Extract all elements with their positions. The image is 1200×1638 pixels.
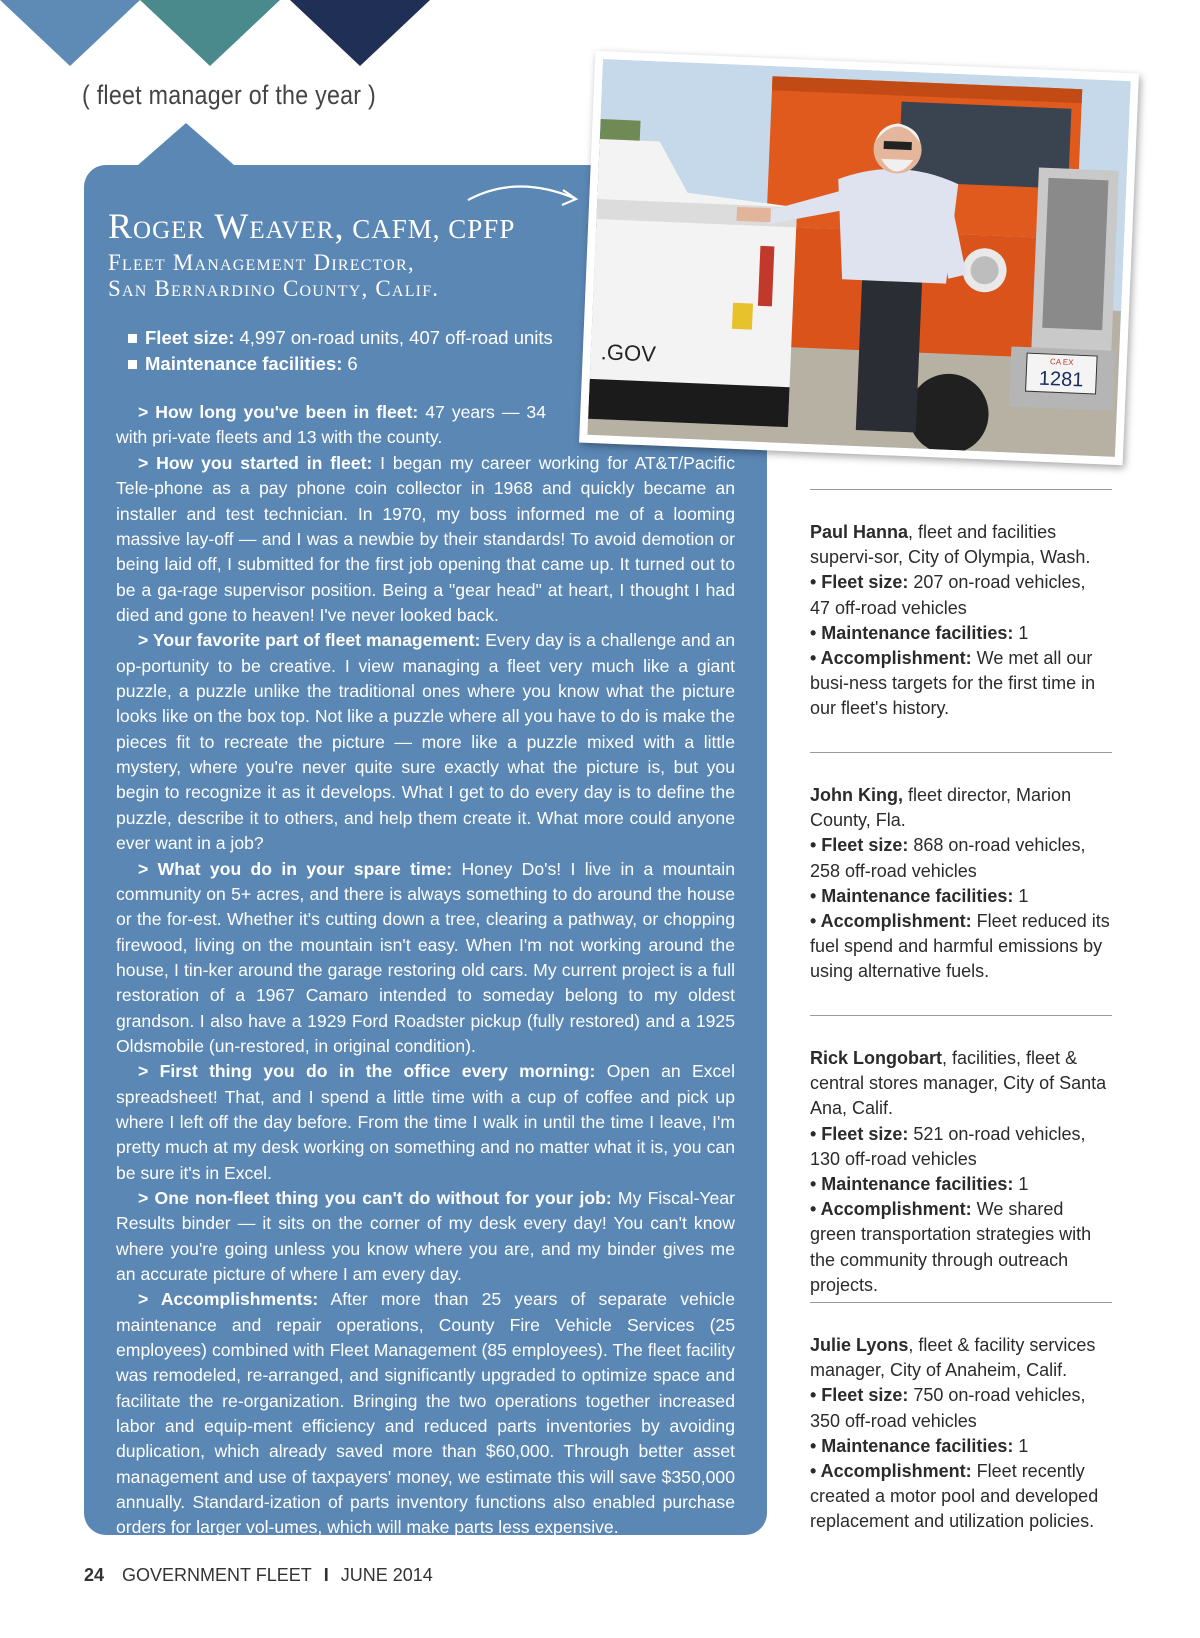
finalist-facilities-label: • Maintenance facilities: <box>810 1435 1014 1456</box>
finalist-fleet-label: • Fleet size: <box>810 1385 909 1406</box>
finalist-fleet-value: 207 on-road vehicles, 47 off-road vehicles <box>810 572 1086 618</box>
profile-header <box>108 205 515 302</box>
decor-triangle-3 <box>290 0 430 66</box>
qa-paragraph <box>116 451 735 628</box>
qa-body <box>116 451 735 1541</box>
finalist-card <box>810 783 1110 985</box>
finalist-accomplishment-label: • Accomplishment: <box>810 911 972 932</box>
finalist-role: fleet director, Marion County, Fla. <box>810 785 1072 831</box>
finalist-accomplishment <box>810 646 1110 722</box>
qa-paragraph <box>116 1059 735 1186</box>
fact-value: 4,997 on-road units, 407 off-road units <box>239 327 553 348</box>
profile-name-line <box>108 205 515 250</box>
qa-answer: My Fiscal-Year Results binder — it sits on the corner of my desk every day! You can't know where you're going unless you know where you are, and my binder gives me an accurate picture of where I am every day. <box>116 1187 735 1284</box>
footer-separator: I <box>323 1565 329 1585</box>
qa-answer: Every day is a challenge and an op-portunity to be creative. I view managing a fleet very much like a giant puzzle, a puzzle unlike the traditional ones where you know what the picture looks like on the box top. Not like a puzzle where all you have to do is make the pieces fit to recreate the picture — more like a puzzle mixed with a little mystery, where you're never quite sure exactly what the picture is, but you begin to recognize it as it develops. What I get to do every day is to define the puzzle, describe it to others, and help them create it. What more could anyone ever want in a job? <box>116 630 736 854</box>
plate-number: 1281 <box>1038 367 1084 392</box>
finalist-facilities <box>810 1434 1110 1459</box>
finalist-accomplishment-label: • Accomplishment: <box>810 648 972 669</box>
finalist-facilities-label: • Maintenance facilities: <box>810 885 1014 906</box>
profile-name: Roger Weaver, <box>108 206 345 246</box>
profile-credentials: CAFM, CPFP <box>344 214 516 244</box>
finalist-fleet-label: • Fleet size: <box>810 835 909 856</box>
square-bullet-icon <box>128 360 137 369</box>
qa-answer: I began my career working for AT&T/Pacific Tele-phone as a pay phone coin collector in 1968 and quickly became an installer and test technician. In 1970, my boss informed me of a looming massive lay-off — and I was a newbie by their standards! To avoid demotion or being laid off, I submitted for the first job opening that came up. It turned out to be a ga-rage supervisor position. Being a "gear head" at heart, I thought I had died and gone to heaven! I've never looked back. <box>116 453 735 626</box>
qa-question: > Your favorite part of fleet management: <box>138 630 481 651</box>
finalist-accomplishment <box>810 1459 1110 1535</box>
finalist-name: Paul Hanna <box>810 522 909 542</box>
finalist-role: , fleet & facility services manager, City of Anaheim, Calif. <box>810 1335 1096 1381</box>
fact-value: 6 <box>347 353 358 374</box>
divider <box>810 489 1112 490</box>
finalist-card <box>810 1046 1110 1298</box>
finalist-fleet <box>810 833 1110 883</box>
decor-triangle-1 <box>0 0 140 66</box>
finalist-intro <box>810 520 1110 570</box>
profile-photo-frame <box>579 51 1139 465</box>
page-number: 24 <box>84 1565 105 1585</box>
qa-question: > What you do in your spare time: <box>138 858 453 879</box>
finalist-accomplishment-value: Fleet recently created a motor pool and developed replacement and utilization policies. <box>810 1461 1099 1532</box>
finalist-facilities-label: • Maintenance facilities: <box>810 622 1014 643</box>
qa-intro <box>116 400 546 451</box>
finalist-accomplishment-value: We met all our busi-ness targets for the first time in our fleet's history. <box>810 648 1096 719</box>
photo-illustration <box>587 59 1130 457</box>
finalist-accomplishment-label: • Accomplishment: <box>810 1461 972 1482</box>
qa-answer: 47 years — 34 with pri-vate fleets and 13 with the county. <box>116 402 546 448</box>
qa-answer: Open an Excel spreadsheet! That, and I spend a little time with a cup of coffee and pick up where I left off the day before. From the time I walk in until the time I leave, I'm pretty much at my desk working on something and no matter what it is, you can be sure it's in Excel. <box>116 1061 735 1183</box>
finalist-accomplishment-label: • Accomplishment: <box>810 1199 972 1220</box>
finalist-fleet-label: • Fleet size: <box>810 1123 909 1144</box>
square-bullet-icon <box>128 334 137 343</box>
publication-name: GOVERNMENT FLEET <box>122 1565 312 1585</box>
qa-question: > One non-fleet thing you can't do without for your job: <box>138 1187 612 1208</box>
page-footer <box>84 1565 433 1586</box>
finalist-name: Rick Longobart <box>810 1048 943 1068</box>
finalist-accomplishment <box>810 1197 1110 1298</box>
section-label: ( fleet manager of the year ) <box>82 80 377 110</box>
qa-paragraph <box>116 628 735 856</box>
qa-answer: After more than 25 years of separate vehicle maintenance and repair operations, County Fire Vehicle Services (25 employees) combined with Fleet Management (85 employees). The fleet facility was remodeled, re-arranged, and significantly upgraded to optimize space and facilitate the re-organization. Bringing the two operations together increased labor and equip-ment efficiency and reduced parts inventories by avoiding duplication, which already saved more than $60,000. Through better asset management and use of taxpayers' money, we estimate this will save $350,000 annually. Standard-ization of parts inventory functions also enabled purchase orders for larger vol-umes, which will make parts less expensive. <box>116 1289 735 1538</box>
qa-question: > How long you've been in fleet: <box>138 402 419 422</box>
plate-state: CA EX <box>1049 357 1074 368</box>
fact-item <box>128 351 553 377</box>
profile-org: San Bernardino County, Calif. <box>108 276 440 301</box>
finalist-fleet <box>810 1383 1110 1433</box>
finalist-facilities <box>810 884 1110 909</box>
divider <box>810 752 1112 753</box>
panel-notch <box>138 123 234 165</box>
finalist-fleet-value: 521 on-road vehicles, 130 off-road vehicles <box>810 1123 1086 1169</box>
qa-question: > First thing you do in the office every morning: <box>138 1061 596 1082</box>
finalist-facilities <box>810 1172 1110 1197</box>
finalist-facilities-value: 1 <box>1013 1435 1029 1456</box>
finalist-facilities <box>810 621 1110 646</box>
finalist-intro <box>810 1333 1110 1383</box>
qa-question: > How you started in fleet: <box>138 453 373 473</box>
finalist-card <box>810 520 1110 722</box>
qa-paragraph <box>116 1186 735 1287</box>
finalist-card <box>810 1333 1110 1535</box>
profile-title: Fleet Management Director, <box>108 250 415 275</box>
finalist-facilities-value: 1 <box>1013 622 1029 643</box>
finalist-intro <box>810 783 1110 833</box>
finalist-name: Julie Lyons <box>810 1335 909 1355</box>
fact-item <box>128 325 553 351</box>
finalist-intro <box>810 1046 1110 1122</box>
finalist-role: , facilities, fleet & central stores manager, City of Santa Ana, Calif. <box>810 1048 1107 1119</box>
finalist-fleet-label: • Fleet size: <box>810 572 909 593</box>
profile-photo <box>587 59 1130 457</box>
divider <box>810 1302 1112 1303</box>
finalist-accomplishment-value: We shared green transportation strategies with the community through outreach projects. <box>810 1199 1092 1295</box>
decor-triangle-2 <box>140 0 280 66</box>
finalist-name: John King, <box>810 785 903 805</box>
fact-label: Fleet size: <box>145 327 235 348</box>
tailgate-text: .GOV <box>600 339 657 367</box>
divider <box>810 1015 1112 1016</box>
finalist-fleet-value: 868 on-road vehicles, 258 off-road vehicles <box>810 835 1086 881</box>
finalist-facilities-value: 1 <box>1013 885 1029 906</box>
finalist-accomplishment-value: Fleet reduced its fuel spend and harmful emissions by using alternative fuels. <box>810 911 1110 982</box>
finalist-accomplishment <box>810 909 1110 985</box>
finalist-role: , fleet and facilities supervi-sor, City of Olympia, Wash. <box>810 522 1091 568</box>
finalist-facilities-label: • Maintenance facilities: <box>810 1174 1014 1195</box>
qa-paragraph <box>116 857 735 1060</box>
finalist-fleet <box>810 570 1110 620</box>
qa-paragraph <box>116 1287 735 1540</box>
profile-facts <box>128 325 553 377</box>
fact-label: Maintenance facilities: <box>145 353 343 374</box>
qa-paragraph <box>116 400 546 451</box>
issue-date: JUNE 2014 <box>340 1565 433 1585</box>
qa-answer: Honey Do's! I live in a mountain community on 5+ acres, and there is always something to do around the house or the for-est. Whether it's cutting down a tree, clearing a pathway, or chopping firewood, living on the mountain isn't easy. When I'm not working around the house, I tin-ker around the garage restoring old cars. My current project is a full restoration of a 1967 Camaro intended to someday belong to my oldest grandson. I also have a 1929 Ford Roadster pickup (fully restored) and a 1925 Oldsmobile (un-restored, in original condition). <box>116 858 735 1056</box>
finalist-facilities-value: 1 <box>1013 1174 1029 1195</box>
finalist-fleet-value: 750 on-road vehicles, 350 off-road vehicles <box>810 1385 1086 1431</box>
finalist-fleet <box>810 1122 1110 1172</box>
qa-question: > Accomplishments: <box>138 1289 319 1310</box>
